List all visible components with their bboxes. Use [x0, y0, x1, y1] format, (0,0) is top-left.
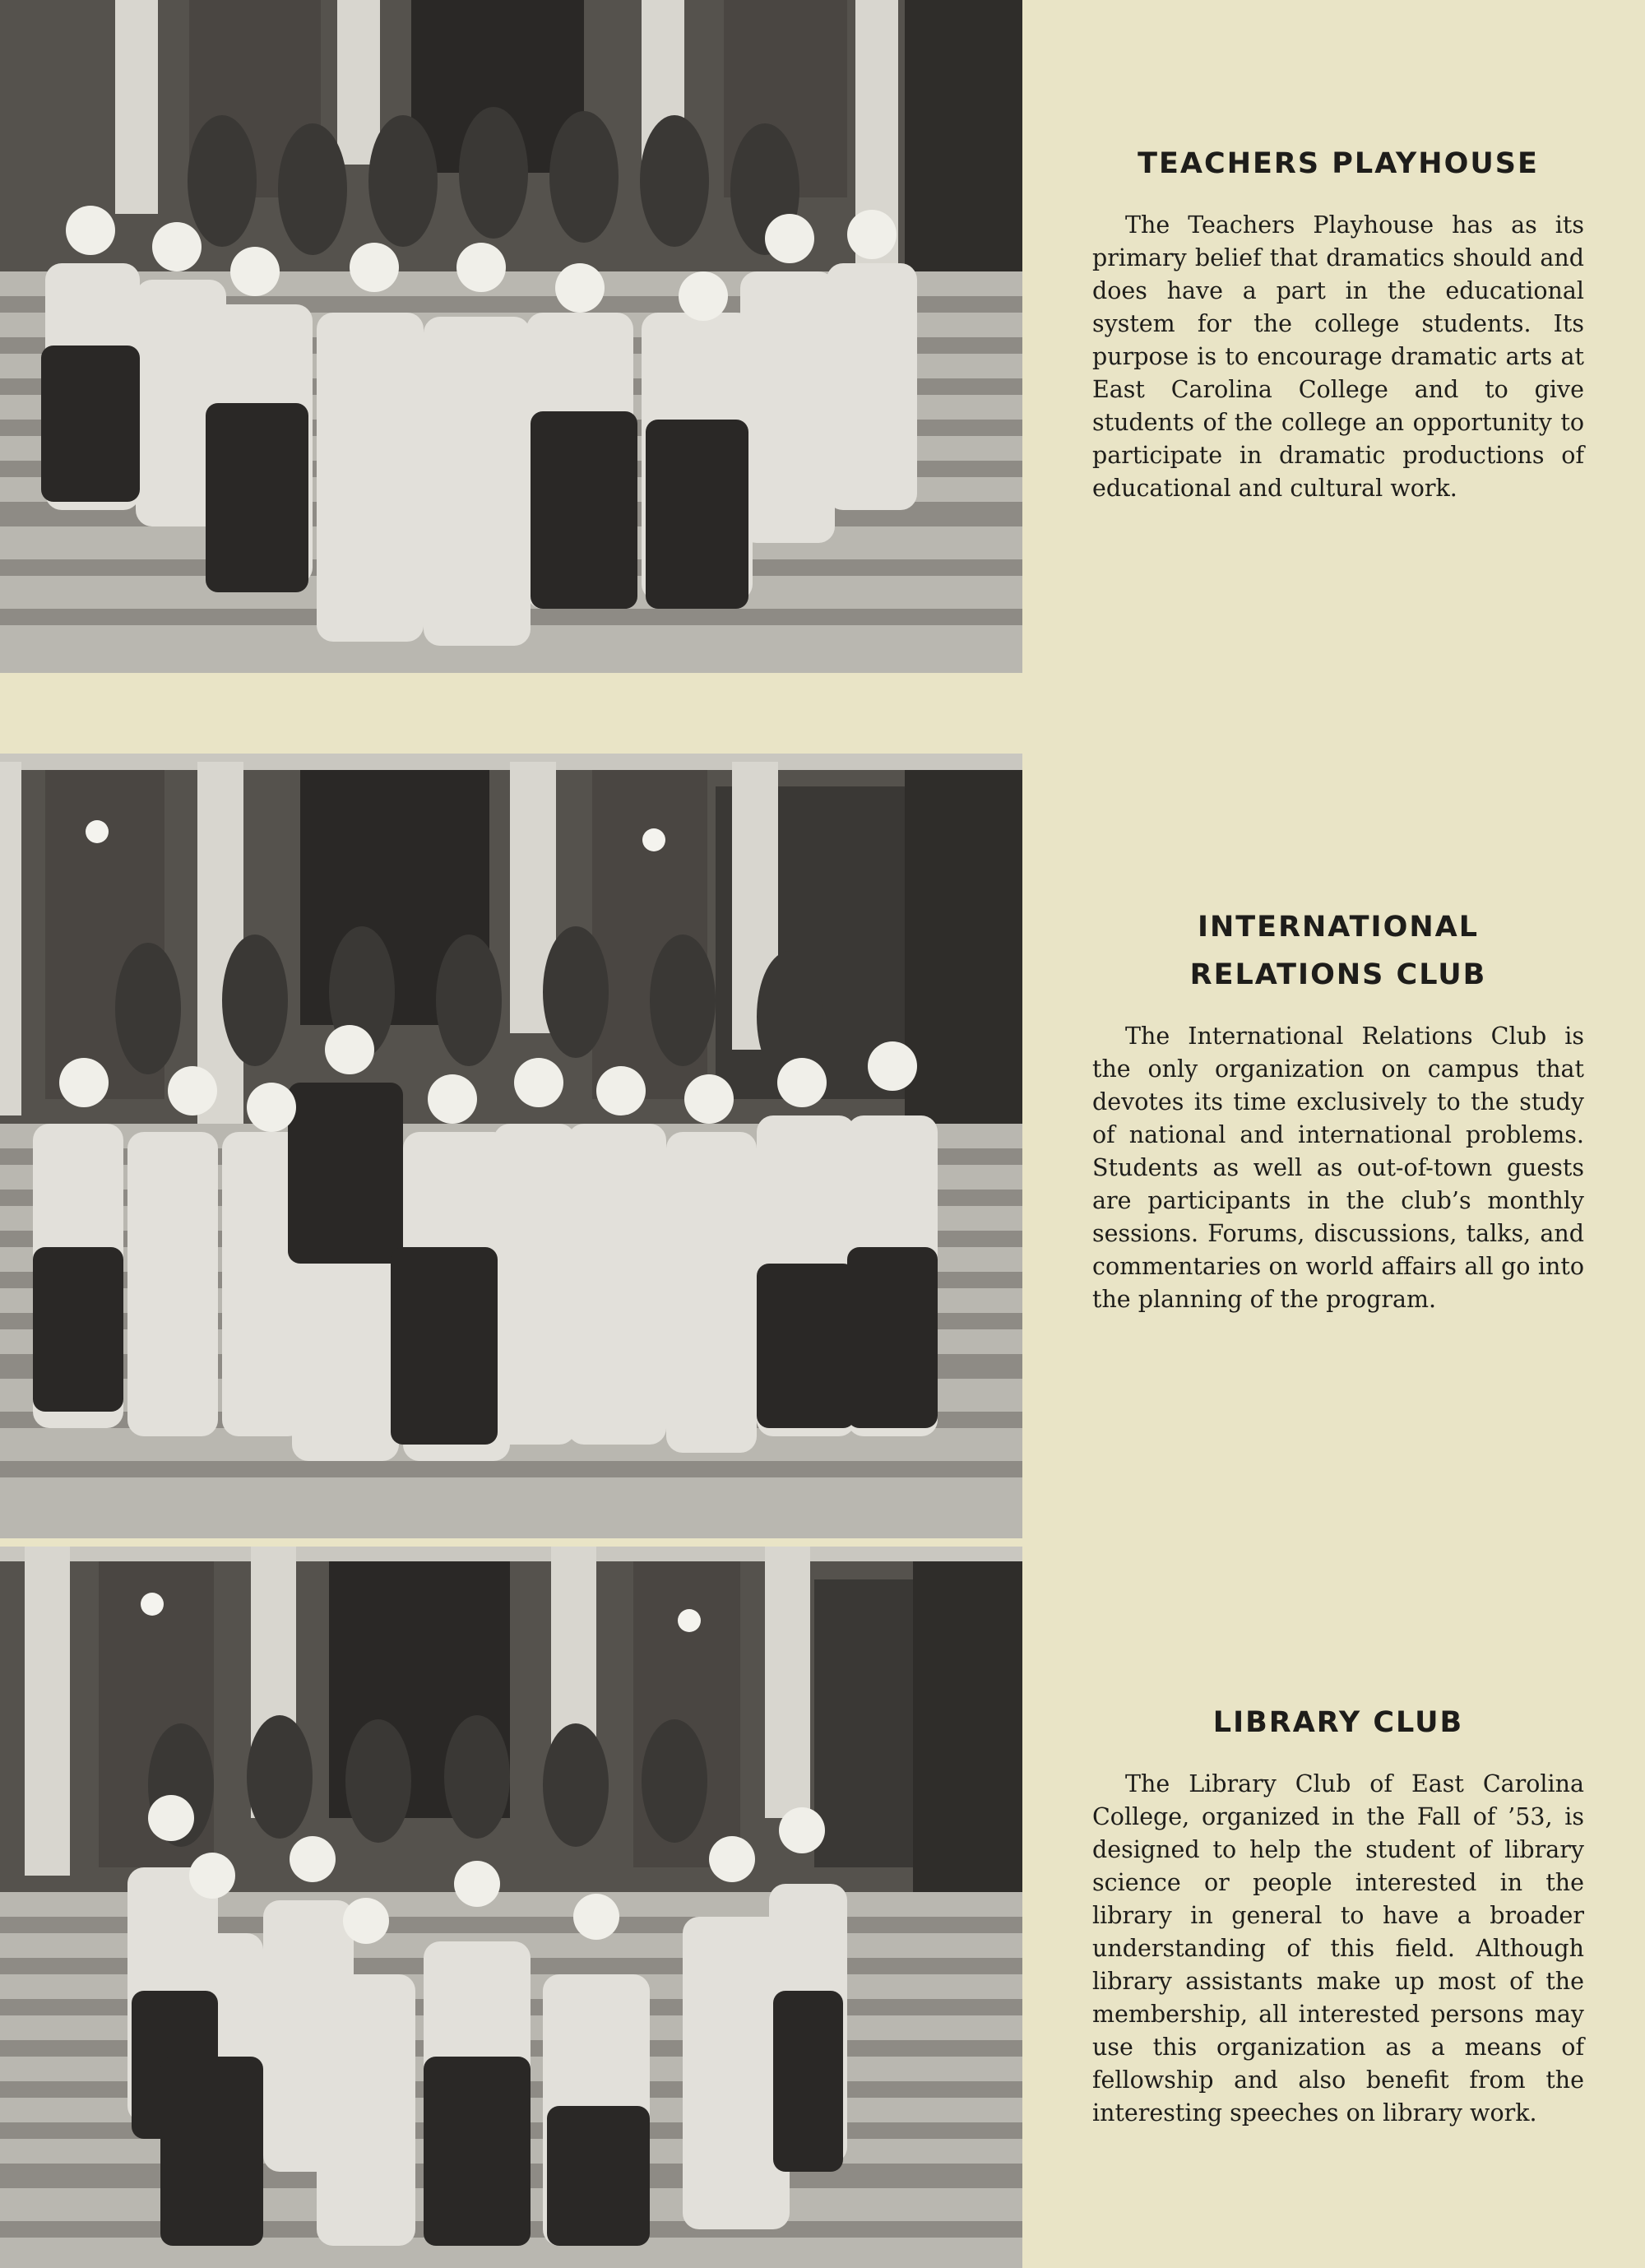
international-relations-club-description: The International Relations Club is the only organization on campus that devotes its time exclusively to the study of national and international problems. Students as well as out-of-town guests are participants in the club’s monthly sessions. Forums, discussions, talks, and commentaries on world affairs all go into the planning of the program. — [1092, 1023, 1584, 1313]
teachers-playhouse-section — [1092, 140, 1584, 505]
international-relations-photo-art — [0, 754, 1022, 1538]
library-club-group-photo — [0, 1547, 1022, 2268]
library-club-section — [1092, 1699, 1584, 2130]
heading-line-1: INTERNATIONAL — [1197, 911, 1480, 944]
teachers-playhouse-photo-art — [0, 0, 1022, 673]
heading-line-2: RELATIONS CLUB — [1189, 958, 1487, 991]
library-club-photo-art — [0, 1547, 1022, 2268]
library-club-heading: LIBRARY CLUB — [1212, 1706, 1464, 1739]
teachers-playhouse-group-photo — [0, 0, 1022, 673]
teachers-playhouse-heading: TEACHERS PLAYHOUSE — [1138, 147, 1539, 180]
international-relations-club-group-photo — [0, 754, 1022, 1538]
international-relations-club-heading — [1092, 903, 1584, 999]
teachers-playhouse-description: The Teachers Playhouse has as its primary belief that dramatics should and does have a part in the educational system for the college students. Its purpose is to encourage dramatic arts at East Carolina College and to give students of the college an opportunity to participate in dramatic productions of educational and cultural work. — [1092, 211, 1584, 502]
international-relations-club-section — [1092, 903, 1584, 1316]
library-club-description: The Library Club of East Carolina College, organized in the Fall of ’53, is designed to help the student of library science or people interested in the library in general to have a broader understanding of this field. Although library assistants make up most of the membership, all interested persons may use this organization as a means of fellowship and also benefit from the interesting speeches on library work. — [1092, 1770, 1584, 2127]
